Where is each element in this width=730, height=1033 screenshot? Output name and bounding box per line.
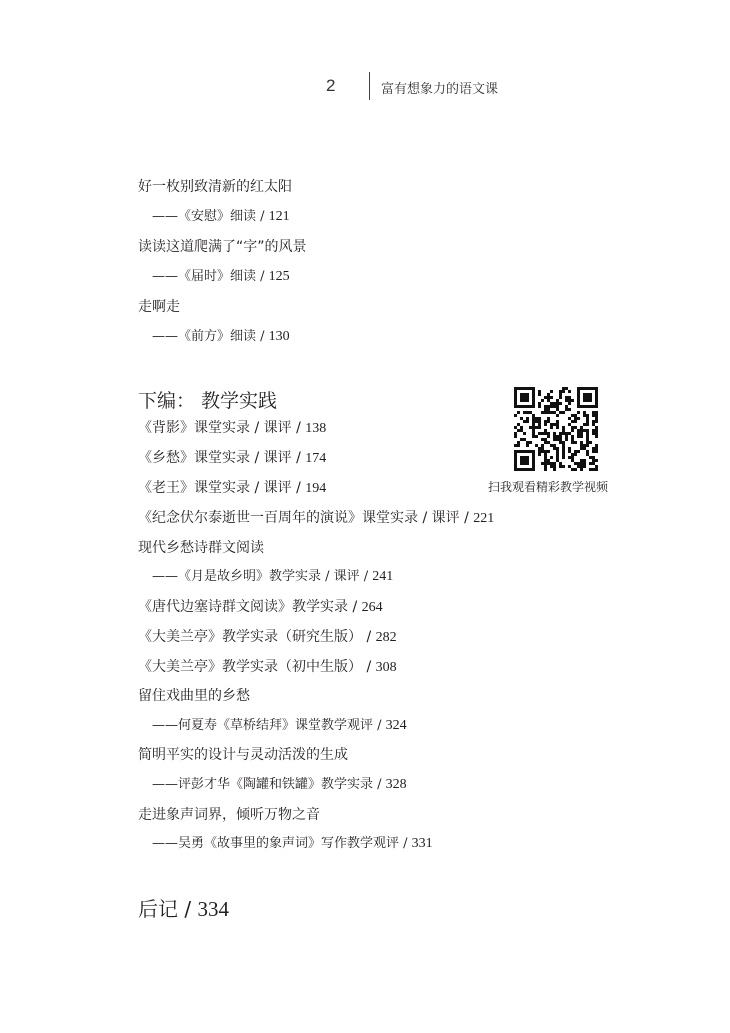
toc-page-number: 241 [372, 569, 394, 584]
toc-entry [138, 627, 397, 648]
toc-entry-text: 《大美兰亭》教学实录（初中生版） / [138, 659, 376, 675]
section-heading: 下编： 教学实践 [138, 390, 278, 412]
toc-entry-text: 简明平实的设计与灵动活泼的生成 [138, 747, 348, 763]
toc-page-number: 138 [305, 421, 327, 436]
toc-entry-subtitle [152, 775, 407, 795]
toc-entry-subtitle [152, 567, 393, 587]
toc-entry [138, 508, 494, 529]
toc-page-number: 282 [375, 630, 397, 645]
toc-entry-title: 好一枚别致清新的红太阳 [138, 179, 292, 195]
toc-entry [138, 448, 326, 469]
toc-entry-text: 现代乡愁诗群文阅读 [138, 540, 264, 556]
toc-page-number: 331 [411, 836, 433, 851]
toc-page-number: 264 [361, 600, 383, 615]
toc-entry-text: 《大美兰亭》教学实录（研究生版） / [138, 629, 376, 645]
toc-entry [138, 805, 320, 825]
toc-page-number: 130 [268, 329, 290, 344]
toc-subtitle-text: ——何夏寿《草桥结拜》课堂教学观评 / [152, 718, 386, 733]
header-divider [369, 72, 370, 100]
toc-entry-subtitle [152, 207, 290, 227]
toc-subtitle-text: ——吴勇《故事里的象声词》写作教学观评 / [152, 836, 412, 851]
toc-entry [138, 745, 348, 765]
toc-entry-text: 《纪念伏尔泰逝世一百周年的演说》课堂实录 / 课评 / [138, 510, 474, 526]
toc-subtitle-text: ——《前方》细读 / [152, 329, 269, 344]
toc-entry-subtitle [152, 267, 290, 287]
toc-entry [138, 686, 250, 706]
toc-subtitle-text: ——《届时》细读 / [152, 269, 269, 284]
toc-page-number: 328 [385, 777, 407, 792]
toc-entry [138, 538, 264, 558]
toc-entry-text: 《乡愁》课堂实录 / 课评 / [138, 450, 306, 466]
toc-entry-subtitle [152, 327, 290, 347]
toc-entry [138, 418, 326, 439]
afterword-entry [138, 893, 229, 922]
toc-entry [138, 597, 383, 618]
qr-code-graphic [514, 387, 598, 471]
toc-page-number: 125 [268, 269, 290, 284]
toc-entry [138, 478, 326, 499]
toc-entry-title: 读读这道爬满了“字”的风景 [138, 239, 307, 255]
afterword-page-number: 334 [197, 897, 229, 921]
toc-entry-text: 留住戏曲里的乡愁 [138, 688, 250, 704]
page-number: 2 [326, 76, 336, 95]
toc-page-number: 194 [305, 481, 327, 496]
toc-entry-text: 《背影》课堂实录 / 课评 / [138, 420, 306, 436]
toc-entry-subtitle [152, 716, 407, 736]
qr-code-icon[interactable] [514, 387, 598, 471]
toc-entry-text: 《老王》课堂实录 / 课评 / [138, 480, 306, 496]
toc-page-number: 121 [268, 209, 290, 224]
toc-entry-text: 《唐代边塞诗群文阅读》教学实录 / [138, 599, 362, 615]
toc-subtitle-text: ——评彭才华《陶罐和铁罐》教学实录 / [152, 777, 386, 792]
toc-page-number: 221 [473, 511, 495, 526]
running-header-title: 富有想象力的语文课 [381, 82, 499, 97]
toc-entry-text: 走进象声词界，倾听万物之音 [138, 807, 320, 823]
qr-caption: 扫我观看精彩教学视频 [488, 480, 609, 494]
toc-page-number: 308 [375, 660, 397, 675]
toc-page-number: 324 [385, 718, 407, 733]
toc-entry-subtitle [152, 834, 433, 854]
toc-page-number: 174 [305, 451, 327, 466]
afterword-label: 后记 / [138, 897, 198, 921]
toc-entry-title: 走啊走 [138, 299, 180, 315]
toc-entry [138, 657, 397, 678]
toc-subtitle-text: ——《安慰》细读 / [152, 209, 269, 224]
toc-subtitle-text: ——《月是故乡明》教学实录 / 课评 / [152, 569, 373, 584]
